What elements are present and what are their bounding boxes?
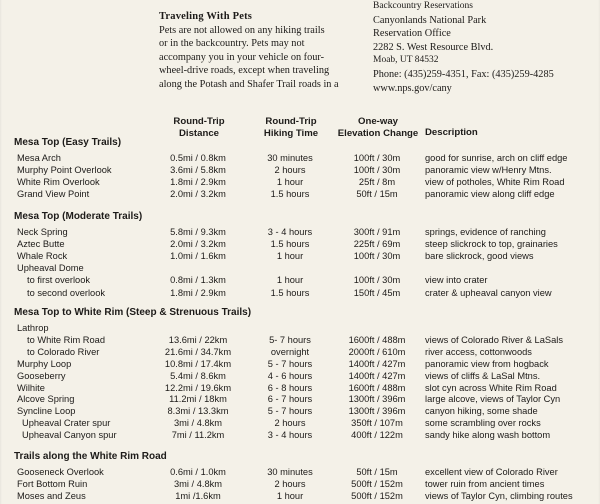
trail-name: Lathrop bbox=[17, 323, 49, 333]
trail-row bbox=[0, 153, 600, 164]
trail-desc: views of Taylor Cyn, climbing routes bbox=[425, 490, 573, 501]
trail-desc: some scrambling over rocks bbox=[425, 418, 541, 429]
contact-website: www.nps.gov/cany bbox=[373, 82, 452, 94]
pets-line: wheel-drive roads, except when traveling bbox=[159, 65, 330, 77]
trail-dist: 1mi /1.6km bbox=[175, 490, 221, 501]
trail-row bbox=[0, 383, 600, 394]
trail-name: White Rim Overlook bbox=[17, 177, 100, 187]
trail-name: Mesa Arch bbox=[17, 153, 61, 163]
trail-time: 1 hour bbox=[276, 490, 304, 501]
trail-elev: 50ft / 15m bbox=[356, 467, 398, 477]
trail-row bbox=[0, 359, 600, 370]
trail-elev: 1600ft / 488m bbox=[348, 382, 406, 393]
trail-time: 1.5 hours bbox=[270, 189, 310, 199]
column-header-distance bbox=[155, 116, 243, 139]
column-header-line: Round-Trip bbox=[265, 116, 317, 127]
trail-row bbox=[0, 251, 600, 262]
trail-dist: 1.8mi / 2.9km bbox=[170, 287, 226, 298]
trail-time: 30 minutes bbox=[267, 467, 313, 477]
trail-desc: excellent view of Colorado River bbox=[425, 467, 558, 477]
trail-elev: 100ft / 30m bbox=[353, 251, 401, 262]
trail-time: 5 - 7 hours bbox=[267, 406, 313, 417]
pets-line: accompany you in your vehicle on four- bbox=[159, 51, 325, 63]
trail-elev: 150ft / 45m bbox=[353, 287, 401, 298]
trail-name: Gooseberry bbox=[17, 370, 66, 381]
trail-dist: 0.5mi / 0.8km bbox=[170, 153, 226, 163]
trail-row bbox=[0, 288, 600, 299]
trail-row bbox=[0, 335, 600, 346]
section-title: Mesa Top (Moderate Trails) bbox=[14, 211, 143, 222]
column-header-line: Elevation Change bbox=[337, 127, 419, 139]
trail-dist: 7mi / 11.2km bbox=[171, 430, 225, 441]
contact-line: Canyonlands National Park bbox=[373, 14, 487, 26]
trail-desc: large alcove, views of Taylor Cyn bbox=[425, 394, 561, 405]
trail-time: overnight bbox=[270, 346, 310, 357]
trail-elev: 100ft / 30m bbox=[353, 275, 401, 286]
section-title: Mesa Top (Easy Trails) bbox=[14, 137, 122, 148]
contact-line: Reservation Office bbox=[373, 28, 451, 40]
trail-row bbox=[0, 347, 600, 358]
pets-line: Pets are not allowed on any hiking trails bbox=[159, 24, 325, 36]
trail-name: to Colorado River bbox=[27, 346, 100, 357]
trail-desc: sandy hike along wash bottom bbox=[425, 430, 551, 441]
trail-elev: 1300ft / 396m bbox=[348, 406, 406, 417]
trail-time: 1 hour bbox=[276, 275, 304, 286]
trail-name: Murphy Point Overlook bbox=[17, 165, 112, 175]
trail-desc: views of Colorado River & LaSals bbox=[425, 334, 563, 345]
trail-name: Aztec Butte bbox=[17, 239, 65, 250]
trail-time: 5 - 7 hours bbox=[267, 358, 313, 369]
trail-dist: 10.8mi / 17.4km bbox=[164, 358, 232, 369]
trail-dist: 3mi / 4.8km bbox=[173, 418, 223, 429]
contact-block bbox=[373, 0, 598, 95]
trail-row bbox=[0, 177, 600, 188]
contact-line: 2282 S. West Resource Blvd. bbox=[373, 41, 494, 53]
trail-name: Grand View Point bbox=[17, 189, 90, 199]
trail-elev: 350ft / 107m bbox=[351, 418, 403, 429]
trail-row bbox=[0, 371, 600, 382]
trail-elev: 225ft / 69m bbox=[353, 239, 401, 250]
trail-name: to White Rim Road bbox=[27, 334, 106, 345]
trail-row bbox=[0, 406, 600, 417]
trail-elev: 1300ft / 396m bbox=[348, 394, 406, 405]
column-header-line: Distance bbox=[179, 127, 219, 139]
section-title: Mesa Top to White Rim (Steep & Strenuous Trails) bbox=[14, 307, 252, 318]
trail-name: Upheaval Canyon spur bbox=[22, 430, 117, 441]
trail-dist: 2.0mi / 3.2km bbox=[170, 189, 226, 199]
trail-dist: 12.2mi / 19.6km bbox=[164, 382, 232, 393]
column-header-description bbox=[425, 127, 478, 139]
trail-row bbox=[0, 430, 600, 441]
trail-dist: 0.6mi / 1.0km bbox=[170, 467, 226, 477]
trail-time: 1 hour bbox=[276, 251, 304, 262]
trail-name: Whale Rock bbox=[17, 251, 68, 262]
column-header-line: Round-Trip bbox=[173, 116, 225, 127]
trail-name: Upheaval Dome bbox=[17, 263, 84, 274]
trail-dist: 11.2mi / 18km bbox=[169, 394, 227, 405]
trail-elev: 500ft / 152m bbox=[351, 478, 403, 489]
trail-desc: panoramic view along cliff edge bbox=[425, 189, 555, 199]
trail-dist: 13.6mi / 22km bbox=[168, 334, 228, 345]
trail-time: 3 - 4 hours bbox=[267, 430, 313, 441]
trail-name: Gooseneck Overlook bbox=[17, 467, 104, 477]
trail-name: Fort Bottom Ruin bbox=[17, 478, 88, 489]
trail-desc: canyon hiking, some shade bbox=[425, 406, 538, 417]
trail-row bbox=[0, 467, 600, 478]
trail-dist: 3mi / 4.8km bbox=[173, 478, 223, 489]
trail-elev: 50ft / 15m bbox=[356, 189, 398, 199]
trail-desc: panoramic view from hogback bbox=[425, 358, 549, 369]
trail-time: 1.5 hours bbox=[270, 239, 310, 250]
trail-elev: 25ft / 8m bbox=[358, 177, 396, 187]
column-header-time bbox=[248, 116, 334, 139]
trail-desc: views of cliffs & LaSal Mtns. bbox=[425, 370, 541, 381]
trail-dist: 8.3mi / 13.3km bbox=[167, 406, 229, 417]
trail-name: Upheaval Crater spur bbox=[22, 418, 111, 429]
column-header-line: One-way bbox=[358, 116, 398, 127]
trail-elev: 1400ft / 427m bbox=[348, 370, 406, 381]
trail-time: 3 - 4 hours bbox=[267, 227, 313, 237]
trail-time: 6 - 7 hours bbox=[267, 394, 313, 405]
trail-desc: crater & upheaval canyon view bbox=[425, 287, 552, 298]
trail-row bbox=[0, 394, 600, 405]
trail-dist: 1.0mi / 1.6km bbox=[170, 251, 226, 262]
trail-dist: 2.0mi / 3.2km bbox=[170, 239, 226, 250]
trail-elev: 100ft / 30m bbox=[353, 165, 401, 175]
trail-desc: slot cyn across White Rim Road bbox=[425, 382, 557, 393]
trail-dist: 21.6mi / 34.7km bbox=[164, 346, 232, 357]
trail-desc: springs, evidence of ranching bbox=[425, 227, 546, 237]
contact-phone: Phone: (435)259-4351, Fax: (435)259-4285 bbox=[373, 68, 554, 80]
trail-desc: bare slickrock, good views bbox=[425, 251, 534, 262]
trail-time: 1.5 hours bbox=[270, 287, 310, 298]
trail-name: to second overlook bbox=[27, 287, 106, 298]
column-header-line: Hiking Time bbox=[263, 127, 319, 139]
trail-elev: 500ft / 152m bbox=[351, 490, 403, 501]
trail-name: Syncline Loop bbox=[17, 406, 76, 417]
trail-dist: 5.8mi / 9.3km bbox=[170, 227, 226, 237]
trail-row bbox=[0, 491, 600, 502]
trail-name: Wilhite bbox=[17, 382, 45, 393]
trail-time: 6 - 8 hours bbox=[267, 382, 313, 393]
trail-time: 30 minutes bbox=[267, 153, 313, 163]
trail-name: Murphy Loop bbox=[17, 358, 72, 369]
trail-row bbox=[0, 189, 600, 200]
contact-line: Moab, UT 84532 bbox=[373, 55, 439, 66]
trail-row bbox=[0, 263, 600, 274]
trail-row bbox=[0, 275, 600, 286]
trail-time: 1 hour bbox=[276, 177, 304, 187]
trail-desc: view into crater bbox=[425, 275, 488, 286]
trail-row bbox=[0, 479, 600, 490]
trail-name: Moses and Zeus bbox=[17, 490, 86, 501]
trail-elev: 2000ft / 610m bbox=[348, 346, 406, 357]
trail-desc: view of potholes, White Rim Road bbox=[425, 177, 565, 187]
pets-notice bbox=[159, 10, 364, 92]
contact-line: Backcountry Reservations bbox=[373, 1, 473, 11]
trail-row bbox=[0, 227, 600, 238]
trail-time: 2 hours bbox=[274, 165, 306, 175]
section-title: Trails along the White Rim Road bbox=[14, 451, 167, 462]
trail-elev: 1600ft / 488m bbox=[348, 334, 406, 345]
trail-name: Neck Spring bbox=[17, 227, 68, 237]
trail-name: Alcove Spring bbox=[17, 394, 75, 405]
trail-time: 2 hours bbox=[274, 478, 306, 489]
trail-dist: 5.4mi / 8.6km bbox=[170, 370, 226, 381]
trail-row bbox=[0, 239, 600, 250]
trail-dist: 3.6mi / 5.8km bbox=[170, 165, 226, 175]
trail-dist: 0.8mi / 1.3km bbox=[170, 275, 226, 286]
trail-desc: good for sunrise, arch on cliff edge bbox=[425, 153, 568, 163]
trail-desc: river access, cottonwoods bbox=[425, 346, 532, 357]
pets-heading: Traveling With Pets bbox=[159, 11, 253, 22]
trail-desc: panoramic view w/Henry Mtns. bbox=[425, 165, 552, 175]
trail-time: 2 hours bbox=[274, 418, 306, 429]
trail-elev: 300ft / 91m bbox=[353, 227, 401, 237]
trail-elev: 100ft / 30m bbox=[353, 153, 401, 163]
trail-dist: 1.8mi / 2.9km bbox=[170, 177, 226, 187]
trail-desc: tower ruin from ancient times bbox=[425, 478, 545, 489]
pets-line: or in the backcountry. Pets may not bbox=[159, 38, 305, 50]
trail-desc: steep slickrock to top, grainaries bbox=[425, 239, 558, 250]
trail-row bbox=[0, 418, 600, 429]
trail-time: 5- 7 hours bbox=[269, 334, 311, 345]
trail-elev: 1400ft / 427m bbox=[348, 358, 406, 369]
trail-name: to first overlook bbox=[27, 275, 91, 286]
column-header-line: Description bbox=[425, 127, 478, 138]
pets-line: along the Potash and Shafer Trail roads in a bbox=[159, 78, 339, 90]
trail-elev: 400ft / 122m bbox=[351, 430, 403, 441]
column-header-elevation bbox=[336, 116, 420, 139]
trail-row bbox=[0, 165, 600, 176]
trail-time: 4 - 6 hours bbox=[267, 370, 313, 381]
trail-row bbox=[0, 323, 600, 334]
